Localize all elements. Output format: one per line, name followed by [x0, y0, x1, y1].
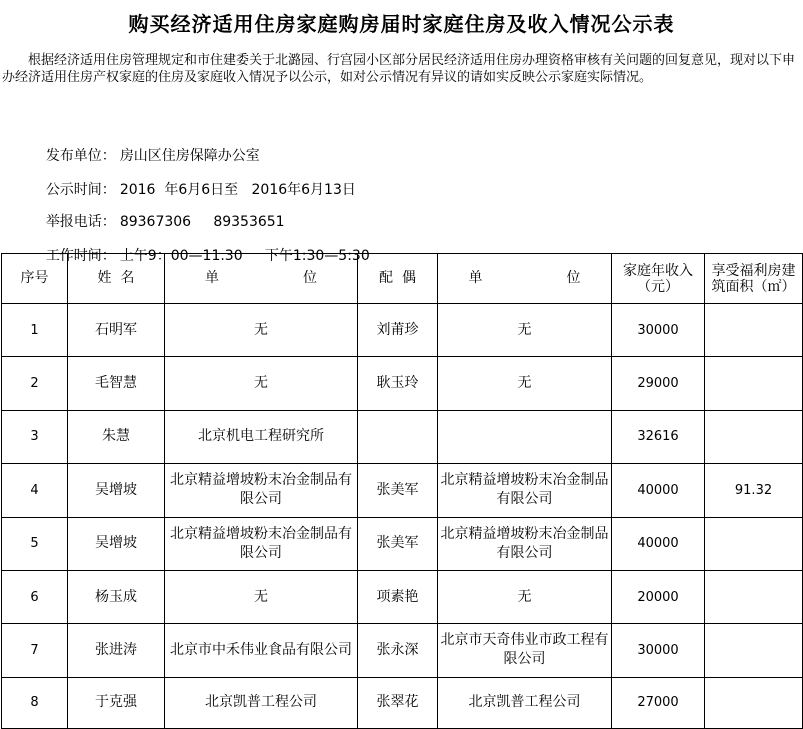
cell-income: 29000 — [612, 357, 705, 410]
table-row — [2, 677, 803, 728]
cell-area — [705, 410, 803, 463]
cell-no: 3 — [2, 410, 68, 463]
cell-name: 吴增坡 — [68, 517, 165, 570]
hours-label: 工作时间： — [45, 248, 116, 264]
cell-area — [705, 624, 803, 677]
table-row — [2, 570, 803, 623]
table-row — [2, 304, 803, 357]
cell-unit: 无 — [165, 304, 358, 357]
table-row — [2, 464, 803, 517]
cell-spouse — [358, 410, 438, 463]
intro-paragraph: 根据经济适用住房管理规定和市住建委关于北潞园、行宫园小区部分居民经济适用住房办理资格审核有关问题的回复意见，现对以下申办经济适用住房产权家庭的住房及家庭收入情况予以公示，如对公示情况有异议的请如实反映公示家庭实际情况。 — [2, 53, 796, 85]
header-unit: 单 位 — [165, 254, 358, 304]
household-table — [1, 253, 803, 729]
page-title: 购买经济适用住房家庭购房届时家庭住房及收入情况公示表 — [128, 12, 675, 36]
cell-unit: 北京精益增坡粉末冶金制品有限公司 — [165, 464, 358, 517]
cell-area — [705, 517, 803, 570]
publisher-value: 房山区住房保障办公室 — [119, 148, 260, 164]
cell-area — [705, 357, 803, 410]
cell-name: 吴增坡 — [68, 464, 165, 517]
publisher-label: 发布单位： — [45, 148, 116, 164]
cell-no: 4 — [2, 464, 68, 517]
cell-no: 6 — [2, 570, 68, 623]
header-name: 姓 名 — [68, 254, 165, 304]
cell-unit: 无 — [165, 357, 358, 410]
cell-spouse-unit: 无 — [438, 304, 612, 357]
cell-spouse-unit: 北京精益增坡粉末冶金制品有限公司 — [438, 517, 612, 570]
cell-spouse-unit: 北京市天奇伟业市政工程有限公司 — [438, 624, 612, 677]
cell-spouse: 张美军 — [358, 517, 438, 570]
cell-spouse-unit: 北京凯普工程公司 — [438, 677, 612, 728]
cell-income: 30000 — [612, 304, 705, 357]
cell-unit: 无 — [165, 570, 358, 623]
cell-unit: 北京凯普工程公司 — [165, 677, 358, 728]
period-line — [28, 160, 356, 198]
cell-name: 杨玉成 — [68, 570, 165, 623]
table-row — [2, 410, 803, 463]
phone-line — [28, 192, 285, 230]
header-spouse-unit: 单 位 — [438, 254, 612, 304]
header-spouse: 配 偶 — [358, 254, 438, 304]
cell-income: 20000 — [612, 570, 705, 623]
cell-no: 5 — [2, 517, 68, 570]
cell-spouse-unit: 北京精益增坡粉末冶金制品有限公司 — [438, 464, 612, 517]
cell-income: 30000 — [612, 624, 705, 677]
cell-spouse: 张永深 — [358, 624, 438, 677]
cell-unit: 北京机电工程研究所 — [165, 410, 358, 463]
period-value: 2016 年6月6日至 2016年6月13日 — [119, 182, 356, 198]
header-income: 家庭年收入（元） — [612, 254, 705, 304]
cell-income: 27000 — [612, 677, 705, 728]
table-header-row — [2, 254, 803, 304]
cell-no: 8 — [2, 677, 68, 728]
hours-value: 上午9：00—11.30 下午1:30—5:30 — [119, 248, 370, 264]
cell-name: 张进涛 — [68, 624, 165, 677]
phone-label: 举报电话： — [45, 214, 116, 230]
header-no: 序号 — [2, 254, 68, 304]
cell-income: 40000 — [612, 517, 705, 570]
table-row — [2, 517, 803, 570]
publisher-line — [28, 126, 260, 164]
period-label: 公示时间： — [45, 182, 116, 198]
header-area: 享受福利房建筑面积（㎡） — [705, 254, 803, 304]
cell-unit: 北京市中禾伟业食品有限公司 — [165, 624, 358, 677]
cell-no: 2 — [2, 357, 68, 410]
phone-value: 89367306 89353651 — [119, 214, 285, 230]
cell-spouse: 项素艳 — [358, 570, 438, 623]
cell-spouse: 刘莆珍 — [358, 304, 438, 357]
cell-no: 1 — [2, 304, 68, 357]
cell-name: 于克强 — [68, 677, 165, 728]
cell-name: 毛智慧 — [68, 357, 165, 410]
cell-name: 朱慧 — [68, 410, 165, 463]
cell-spouse: 张翠花 — [358, 677, 438, 728]
cell-income: 32616 — [612, 410, 705, 463]
cell-spouse-unit: 无 — [438, 570, 612, 623]
table-row — [2, 624, 803, 677]
cell-area — [705, 570, 803, 623]
cell-name: 石明军 — [68, 304, 165, 357]
cell-income: 40000 — [612, 464, 705, 517]
cell-no: 7 — [2, 624, 68, 677]
cell-unit: 北京精益增坡粉末冶金制品有限公司 — [165, 517, 358, 570]
table-row — [2, 357, 803, 410]
cell-area — [705, 304, 803, 357]
cell-spouse: 耿玉玲 — [358, 357, 438, 410]
cell-spouse-unit: 无 — [438, 357, 612, 410]
cell-area — [705, 677, 803, 728]
cell-area: 91.32 — [705, 464, 803, 517]
cell-spouse-unit — [438, 410, 612, 463]
cell-spouse: 张美军 — [358, 464, 438, 517]
hours-line — [28, 226, 370, 264]
